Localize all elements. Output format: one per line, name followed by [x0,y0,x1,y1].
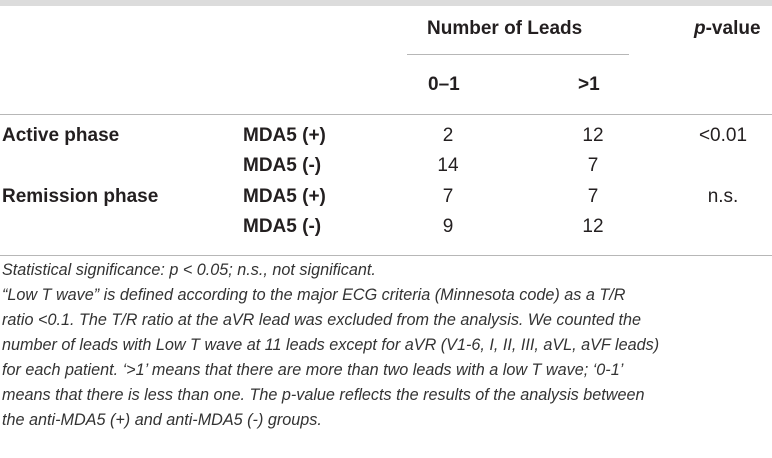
p-value-header [694,18,761,40]
table-bottom-rule [0,255,772,256]
table-row-3-pvalue: n.s. [707,186,739,207]
table-row-3-phase: Remission phase [2,186,159,207]
footnote-significance: Statistical significance: p < 0.05; n.s., not significant. [2,261,376,279]
table-row-4-col2: 12 [582,216,604,237]
table-row-1-col2: 12 [582,125,604,146]
number-of-leads-header: Number of Leads [427,18,583,39]
table-row-4-col1: 9 [442,216,454,237]
footnote-line-2: ratio <0.1. The T/R ratio at the aVR lead was excluded from the analysis. We counted the [2,311,641,329]
table-row-3-group: MDA5 (+) [243,186,326,207]
footnote-line-5: means that there is less than one. The p-value reflects the results of the analysis between [2,386,645,404]
table-row-3-col2: 7 [587,186,599,207]
header-bottom-rule [0,114,772,115]
table-row-3-col1: 7 [442,186,454,207]
group-header-underline [407,54,629,55]
table-row-1-col1: 2 [442,125,454,146]
table-row-1-phase: Active phase [2,125,120,146]
footnote-line-6: the anti-MDA5 (+) and anti-MDA5 (-) groups. [2,411,322,429]
p-value-header-rest: -value [705,18,761,39]
p-value-header-p: p [694,18,706,39]
footnote-line-4: for each patient. ‘>1’ means that there are more than two leads with a low T wave; ‘0-1’ [2,361,624,379]
table-row-2-group: MDA5 (-) [243,155,322,176]
table-row-1-group: MDA5 (+) [243,125,326,146]
footnote-line-1: “Low T wave” is defined according to the major ECG criteria (Minnesota code) as a T/R [2,286,626,304]
table-row-4-group: MDA5 (-) [243,216,322,237]
sub-header-gt1: >1 [578,74,600,95]
table-row-2-col1: 14 [437,155,459,176]
table-row-2-col2: 7 [587,155,599,176]
footnote-line-3: number of leads with Low T wave at 11 leads except for aVR (V1-6, I, II, III, aVL, aVF leads) [2,336,660,354]
table-row-1-pvalue: <0.01 [698,125,748,146]
sub-header-0-1: 0–1 [428,74,460,95]
table-top-band [0,0,772,6]
